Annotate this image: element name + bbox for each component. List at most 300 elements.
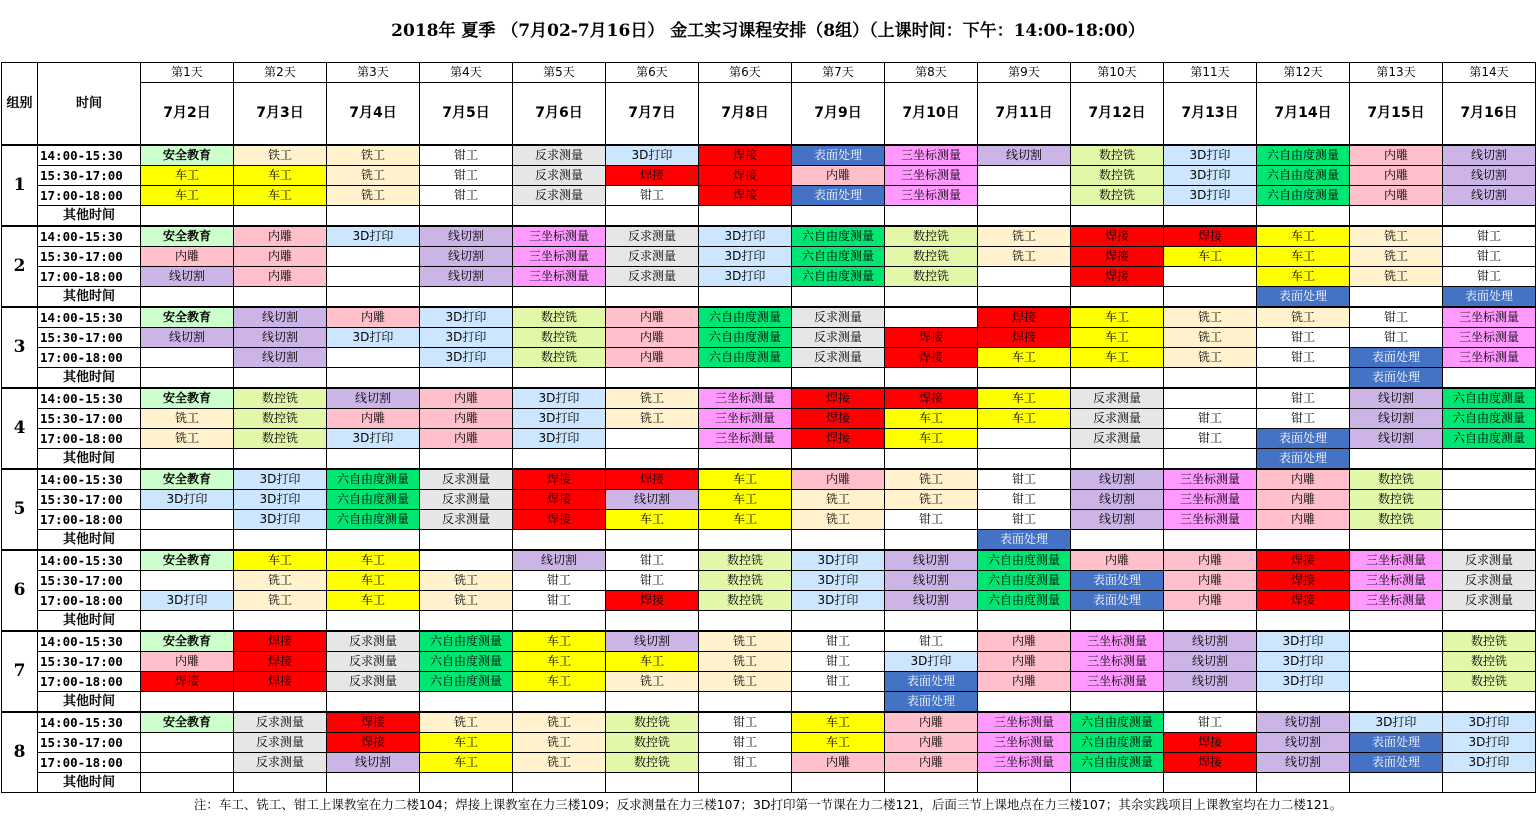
course-cell [420,449,513,470]
course-cell [1164,773,1257,793]
course-cell: 3D打印 [327,328,420,348]
course-cell [1443,449,1536,470]
schedule-row [2,226,1536,247]
course-cell: 3D打印 [234,469,327,490]
course-cell: 车工 [1257,247,1350,267]
course-cell [606,611,699,632]
course-cell: 内雕 [978,672,1071,692]
course-cell [234,206,327,227]
course-cell: 焊接 [606,591,699,611]
day-number-cell: 第11天 [1164,63,1257,83]
course-cell: 数控铣 [513,328,606,348]
course-cell [513,287,606,308]
course-cell [978,429,1071,449]
course-cell: 线切割 [606,631,699,652]
course-cell: 钳工 [1350,328,1443,348]
course-cell [327,692,420,713]
course-cell [1350,692,1443,713]
course-cell: 六自由度测量 [1257,166,1350,186]
course-cell [1350,206,1443,227]
time-slot: 14:00-15:30 [38,388,141,409]
other-time-label: 其他时间 [38,449,141,470]
group-number: 8 [2,712,38,793]
course-cell: 铁工 [234,145,327,166]
course-cell: 六自由度测量 [978,591,1071,611]
course-cell: 安全教育 [141,226,234,247]
course-cell: 焊接 [885,328,978,348]
course-cell: 钳工 [420,145,513,166]
course-cell: 反求测量 [792,328,885,348]
course-cell: 内雕 [1164,591,1257,611]
course-cell: 数控铣 [606,733,699,753]
course-cell: 三坐标测量 [885,186,978,206]
time-slot: 14:00-15:30 [38,631,141,652]
course-cell: 三坐标测量 [1443,307,1536,328]
course-cell: 钳工 [792,652,885,672]
course-cell: 六自由度测量 [1443,388,1536,409]
course-cell [234,611,327,632]
course-cell: 焊接 [885,348,978,368]
schedule-row [2,307,1536,328]
course-cell [606,287,699,308]
course-cell: 六自由度测量 [327,490,420,510]
day-number-cell: 第3天 [327,63,420,83]
course-cell: 六自由度测量 [978,550,1071,571]
course-cell: 焊接 [1071,226,1164,247]
course-cell [1164,611,1257,632]
course-cell: 三坐标测量 [1071,652,1164,672]
course-cell: 内雕 [1257,510,1350,530]
time-slot: 15:30-17:00 [38,409,141,429]
course-cell [792,530,885,551]
course-cell: 焊接 [792,388,885,409]
course-cell: 3D打印 [141,490,234,510]
other-time-label: 其他时间 [38,287,141,308]
course-cell [1071,287,1164,308]
course-cell: 六自由度测量 [1071,712,1164,733]
course-cell: 内雕 [1164,550,1257,571]
course-cell: 3D打印 [885,652,978,672]
course-cell: 铣工 [699,631,792,652]
course-cell: 铣工 [792,490,885,510]
course-cell: 安全教育 [141,712,234,733]
schedule-row [2,571,1536,591]
course-cell [420,550,513,571]
course-cell: 3D打印 [420,328,513,348]
course-cell: 3D打印 [327,429,420,449]
course-cell: 车工 [885,429,978,449]
day-number-cell: 第6天 [699,63,792,83]
course-cell: 数控铣 [606,712,699,733]
course-cell: 车工 [699,490,792,510]
course-cell: 铣工 [1164,348,1257,368]
course-cell: 表面处理 [978,530,1071,551]
course-cell: 六自由度测量 [1257,145,1350,166]
course-cell: 车工 [327,571,420,591]
schedule-row [2,267,1536,287]
course-cell: 焊接 [1164,733,1257,753]
course-cell: 安全教育 [141,550,234,571]
course-cell: 铣工 [234,571,327,591]
course-cell: 数控铣 [699,550,792,571]
course-cell [1164,267,1257,287]
course-cell [885,368,978,389]
course-cell [792,449,885,470]
course-cell [699,530,792,551]
course-cell [699,287,792,308]
course-cell: 六自由度测量 [792,247,885,267]
course-cell: 数控铣 [234,429,327,449]
course-cell [141,206,234,227]
course-cell: 焊接 [1164,226,1257,247]
course-cell: 铣工 [978,226,1071,247]
course-cell: 3D打印 [513,409,606,429]
course-cell: 3D打印 [1443,712,1536,733]
course-cell [885,287,978,308]
course-cell [420,206,513,227]
course-cell: 六自由度测量 [420,652,513,672]
course-cell [1164,368,1257,389]
time-slot: 17:00-18:00 [38,510,141,530]
schedule-row [2,631,1536,652]
course-cell: 六自由度测量 [1443,429,1536,449]
course-cell: 车工 [141,166,234,186]
course-cell: 数控铣 [885,267,978,287]
group-number: 5 [2,469,38,550]
course-cell: 数控铣 [1071,145,1164,166]
course-cell: 内雕 [792,166,885,186]
course-cell: 内雕 [978,631,1071,652]
other-time-label: 其他时间 [38,530,141,551]
course-cell: 表面处理 [1257,449,1350,470]
course-cell: 六自由度测量 [978,571,1071,591]
course-cell [1071,206,1164,227]
course-cell: 三坐标测量 [1164,469,1257,490]
course-cell: 车工 [1164,247,1257,267]
course-cell: 数控铣 [1443,652,1536,672]
time-slot: 14:00-15:30 [38,469,141,490]
course-cell: 3D打印 [513,429,606,449]
course-cell: 线切割 [1350,388,1443,409]
course-cell [1164,692,1257,713]
time-slot: 14:00-15:30 [38,226,141,247]
course-cell: 三坐标测量 [978,712,1071,733]
course-cell: 数控铣 [699,591,792,611]
course-cell: 线切割 [420,267,513,287]
course-cell: 钳工 [1164,429,1257,449]
schedule-row [2,186,1536,206]
course-cell: 反求测量 [1071,409,1164,429]
course-cell: 六自由度测量 [420,672,513,692]
course-cell: 表面处理 [792,186,885,206]
course-cell: 内雕 [1350,145,1443,166]
time-slot: 15:30-17:00 [38,652,141,672]
course-cell [1071,773,1164,793]
course-cell [699,773,792,793]
course-cell: 安全教育 [141,145,234,166]
course-cell: 钳工 [978,469,1071,490]
course-cell [141,611,234,632]
course-cell [234,287,327,308]
course-cell: 车工 [513,652,606,672]
course-cell [792,287,885,308]
schedule-row [2,145,1536,166]
course-cell: 车工 [885,409,978,429]
time-slot: 15:30-17:00 [38,247,141,267]
time-slot: 17:00-18:00 [38,429,141,449]
course-cell: 反求测量 [513,166,606,186]
course-cell: 内雕 [420,429,513,449]
course-cell [327,611,420,632]
time-slot: 17:00-18:00 [38,348,141,368]
course-cell: 线切割 [234,328,327,348]
course-cell: 钳工 [1164,409,1257,429]
course-cell [327,449,420,470]
course-cell: 三坐标测量 [1350,591,1443,611]
course-cell: 铣工 [1257,307,1350,328]
date-cell: 7月4日 [327,83,420,146]
course-cell [978,611,1071,632]
course-cell: 车工 [1071,307,1164,328]
course-cell: 车工 [978,348,1071,368]
course-cell: 焊接 [513,469,606,490]
course-cell: 焊接 [1164,753,1257,773]
day-number-cell: 第2天 [234,63,327,83]
course-cell [141,733,234,753]
course-cell: 数控铣 [1443,672,1536,692]
schedule-table [1,62,1536,793]
course-cell: 铣工 [420,591,513,611]
course-cell: 焊接 [978,307,1071,328]
course-cell [978,267,1071,287]
schedule-row [2,712,1536,733]
course-cell: 反求测量 [234,753,327,773]
course-cell [1164,206,1257,227]
course-cell: 钳工 [513,571,606,591]
schedule-row [2,550,1536,571]
date-cell: 7月2日 [141,83,234,146]
course-cell: 反求测量 [234,733,327,753]
course-cell: 数控铣 [606,753,699,773]
course-cell: 内雕 [141,652,234,672]
course-cell: 数控铣 [513,307,606,328]
course-cell [606,449,699,470]
course-cell: 车工 [420,733,513,753]
course-cell [885,449,978,470]
course-cell: 线切割 [1257,733,1350,753]
course-cell: 内雕 [1350,166,1443,186]
course-cell [1443,530,1536,551]
course-cell [1071,692,1164,713]
course-cell: 线切割 [327,388,420,409]
schedule-row [2,733,1536,753]
date-cell: 7月9日 [792,83,885,146]
day-number-row [2,63,1536,83]
course-cell: 内雕 [1257,469,1350,490]
course-cell: 三坐标测量 [1164,490,1257,510]
course-cell: 车工 [513,631,606,652]
time-slot: 17:00-18:00 [38,672,141,692]
course-cell: 六自由度测量 [420,631,513,652]
course-cell: 内雕 [978,652,1071,672]
course-cell: 钳工 [1443,267,1536,287]
time-slot: 15:30-17:00 [38,571,141,591]
course-cell [1350,287,1443,308]
course-cell: 表面处理 [885,692,978,713]
course-cell: 线切割 [1164,672,1257,692]
course-cell: 线切割 [885,591,978,611]
schedule-row [2,348,1536,368]
group-column-header: 组别 [2,63,38,146]
course-cell: 车工 [606,652,699,672]
course-cell: 铣工 [513,712,606,733]
course-cell: 内雕 [1164,571,1257,591]
schedule-row [2,652,1536,672]
course-cell: 反求测量 [234,712,327,733]
schedule-row [2,490,1536,510]
course-cell: 铣工 [699,672,792,692]
course-cell: 铣工 [513,733,606,753]
course-cell: 焊接 [885,388,978,409]
course-cell: 铣工 [1164,328,1257,348]
course-cell: 焊接 [606,469,699,490]
course-cell: 3D打印 [1443,753,1536,773]
course-cell [792,368,885,389]
schedule-row [2,388,1536,409]
course-cell [978,206,1071,227]
course-cell: 线切割 [1071,510,1164,530]
course-cell: 3D打印 [1443,733,1536,753]
course-cell: 安全教育 [141,307,234,328]
group-number: 6 [2,550,38,631]
course-cell: 焊接 [234,631,327,652]
course-cell: 安全教育 [141,388,234,409]
course-cell: 焊接 [699,186,792,206]
course-cell: 数控铣 [1071,166,1164,186]
date-cell: 7月15日 [1350,83,1443,146]
time-slot: 15:30-17:00 [38,733,141,753]
course-cell: 数控铣 [699,571,792,591]
course-cell: 六自由度测量 [792,267,885,287]
course-cell [234,368,327,389]
course-cell [327,247,420,267]
course-cell [1350,773,1443,793]
course-cell [327,348,420,368]
course-cell: 铣工 [885,490,978,510]
course-cell [141,692,234,713]
course-cell: 数控铣 [513,348,606,368]
course-cell [885,307,978,328]
date-cell: 7月14日 [1257,83,1350,146]
course-cell [1443,611,1536,632]
course-cell: 线切割 [606,490,699,510]
schedule-row [2,166,1536,186]
course-cell: 钳工 [699,733,792,753]
course-cell [978,166,1071,186]
course-cell [792,692,885,713]
course-cell: 车工 [1257,226,1350,247]
course-cell: 焊接 [1257,550,1350,571]
course-cell: 内雕 [327,409,420,429]
course-cell: 车工 [792,733,885,753]
date-cell: 7月7日 [606,83,699,146]
course-cell [141,530,234,551]
day-number-cell: 第7天 [792,63,885,83]
course-cell [606,530,699,551]
course-cell [792,206,885,227]
schedule-row [2,753,1536,773]
schedule-row [2,672,1536,692]
course-cell: 表面处理 [1350,733,1443,753]
course-cell: 三坐标测量 [513,226,606,247]
group-number: 1 [2,145,38,226]
course-cell: 焊接 [234,652,327,672]
course-cell: 三坐标测量 [1443,348,1536,368]
course-cell: 3D打印 [699,247,792,267]
time-slot: 14:00-15:30 [38,712,141,733]
course-cell: 线切割 [1350,429,1443,449]
course-cell: 铣工 [1350,226,1443,247]
course-cell: 数控铣 [1350,469,1443,490]
date-row [2,83,1536,146]
course-cell: 三坐标测量 [1164,510,1257,530]
course-cell [978,287,1071,308]
course-cell [1071,530,1164,551]
time-slot: 15:30-17:00 [38,490,141,510]
course-cell: 3D打印 [792,591,885,611]
course-cell: 三坐标测量 [1071,631,1164,652]
course-cell: 线切割 [1257,753,1350,773]
course-cell: 线切割 [1257,712,1350,733]
course-cell: 线切割 [234,348,327,368]
course-cell: 三坐标测量 [699,388,792,409]
course-cell: 3D打印 [792,550,885,571]
course-cell: 内雕 [1350,186,1443,206]
time-slot: 15:30-17:00 [38,166,141,186]
course-cell [1164,449,1257,470]
course-cell: 钳工 [1443,226,1536,247]
course-cell: 六自由度测量 [1257,186,1350,206]
course-cell: 铣工 [327,166,420,186]
course-cell: 内雕 [420,388,513,409]
schedule-row [2,287,1536,308]
course-cell [327,267,420,287]
course-cell: 线切割 [1164,631,1257,652]
course-cell: 线切割 [1071,469,1164,490]
course-cell: 六自由度测量 [1071,733,1164,753]
course-cell: 表面处理 [885,672,978,692]
course-cell [327,530,420,551]
course-cell [1350,672,1443,692]
course-cell: 铣工 [234,591,327,611]
day-number-cell: 第5天 [513,63,606,83]
day-number-cell: 第12天 [1257,63,1350,83]
time-slot: 17:00-18:00 [38,186,141,206]
course-cell [141,287,234,308]
schedule-row [2,591,1536,611]
time-slot: 17:00-18:00 [38,267,141,287]
time-slot: 17:00-18:00 [38,753,141,773]
course-cell [513,449,606,470]
date-cell: 7月16日 [1443,83,1536,146]
course-cell: 线切割 [327,753,420,773]
course-cell: 反求测量 [1071,429,1164,449]
course-cell: 线切割 [420,226,513,247]
course-cell [699,449,792,470]
day-number-cell: 第9天 [978,63,1071,83]
course-cell: 表面处理 [1071,571,1164,591]
course-cell: 三坐标测量 [978,753,1071,773]
